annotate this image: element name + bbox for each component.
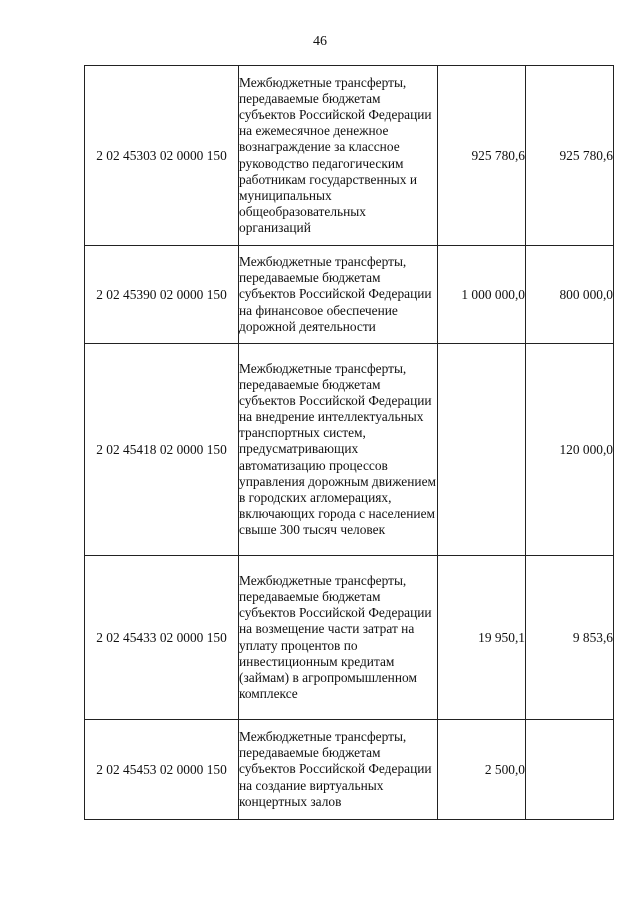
- amount-column-1: 1 000 000,0: [438, 246, 526, 344]
- amount-column-1: 925 780,6: [438, 66, 526, 246]
- amount-column-1: 2 500,0: [438, 720, 526, 820]
- income-description: Межбюджетные трансферты, передаваемые бюджетам субъектов Российской Федерации на ежемесячное денежное вознаграждение за классное руководство педагогическим работникам государственных и муниципальных общеобразовательных организаций: [239, 66, 438, 246]
- amount-column-2: 120 000,0: [526, 344, 614, 556]
- income-description: Межбюджетные трансферты, передаваемые бюджетам субъектов Российской Федерации на внедрение интеллектуальных транспортных систем, предусматривающих автоматизацию процессов управления дорожным движением в городских агломерациях, включающих города с населением свыше 300 тысяч человек: [239, 344, 438, 556]
- budget-code: 2 02 45303 02 0000 150: [85, 66, 239, 246]
- table-row: [85, 720, 614, 820]
- table-row: [85, 344, 614, 556]
- budget-code: 2 02 45390 02 0000 150: [85, 246, 239, 344]
- amount-column-2: [526, 720, 614, 820]
- amount-column-2: 9 853,6: [526, 556, 614, 720]
- table-row: [85, 66, 614, 246]
- amount-column-2: 925 780,6: [526, 66, 614, 246]
- budget-table: [84, 65, 614, 820]
- table-row: [85, 246, 614, 344]
- income-description: Межбюджетные трансферты, передаваемые бюджетам субъектов Российской Федерации на создание виртуальных концертных залов: [239, 720, 438, 820]
- income-description: Межбюджетные трансферты, передаваемые бюджетам субъектов Российской Федерации на возмещение части затрат на уплату процентов по инвестиционным кредитам (займам) в агропромышленном комплексе: [239, 556, 438, 720]
- budget-code: 2 02 45453 02 0000 150: [85, 720, 239, 820]
- amount-column-1: 19 950,1: [438, 556, 526, 720]
- amount-column-2: 800 000,0: [526, 246, 614, 344]
- amount-column-1: [438, 344, 526, 556]
- table-row: [85, 556, 614, 720]
- page-number: 46: [313, 34, 327, 49]
- budget-code: 2 02 45433 02 0000 150: [85, 556, 239, 720]
- income-description: Межбюджетные трансферты, передаваемые бюджетам субъектов Российской Федерации на финансовое обеспечение дорожной деятельности: [239, 246, 438, 344]
- budget-code: 2 02 45418 02 0000 150: [85, 344, 239, 556]
